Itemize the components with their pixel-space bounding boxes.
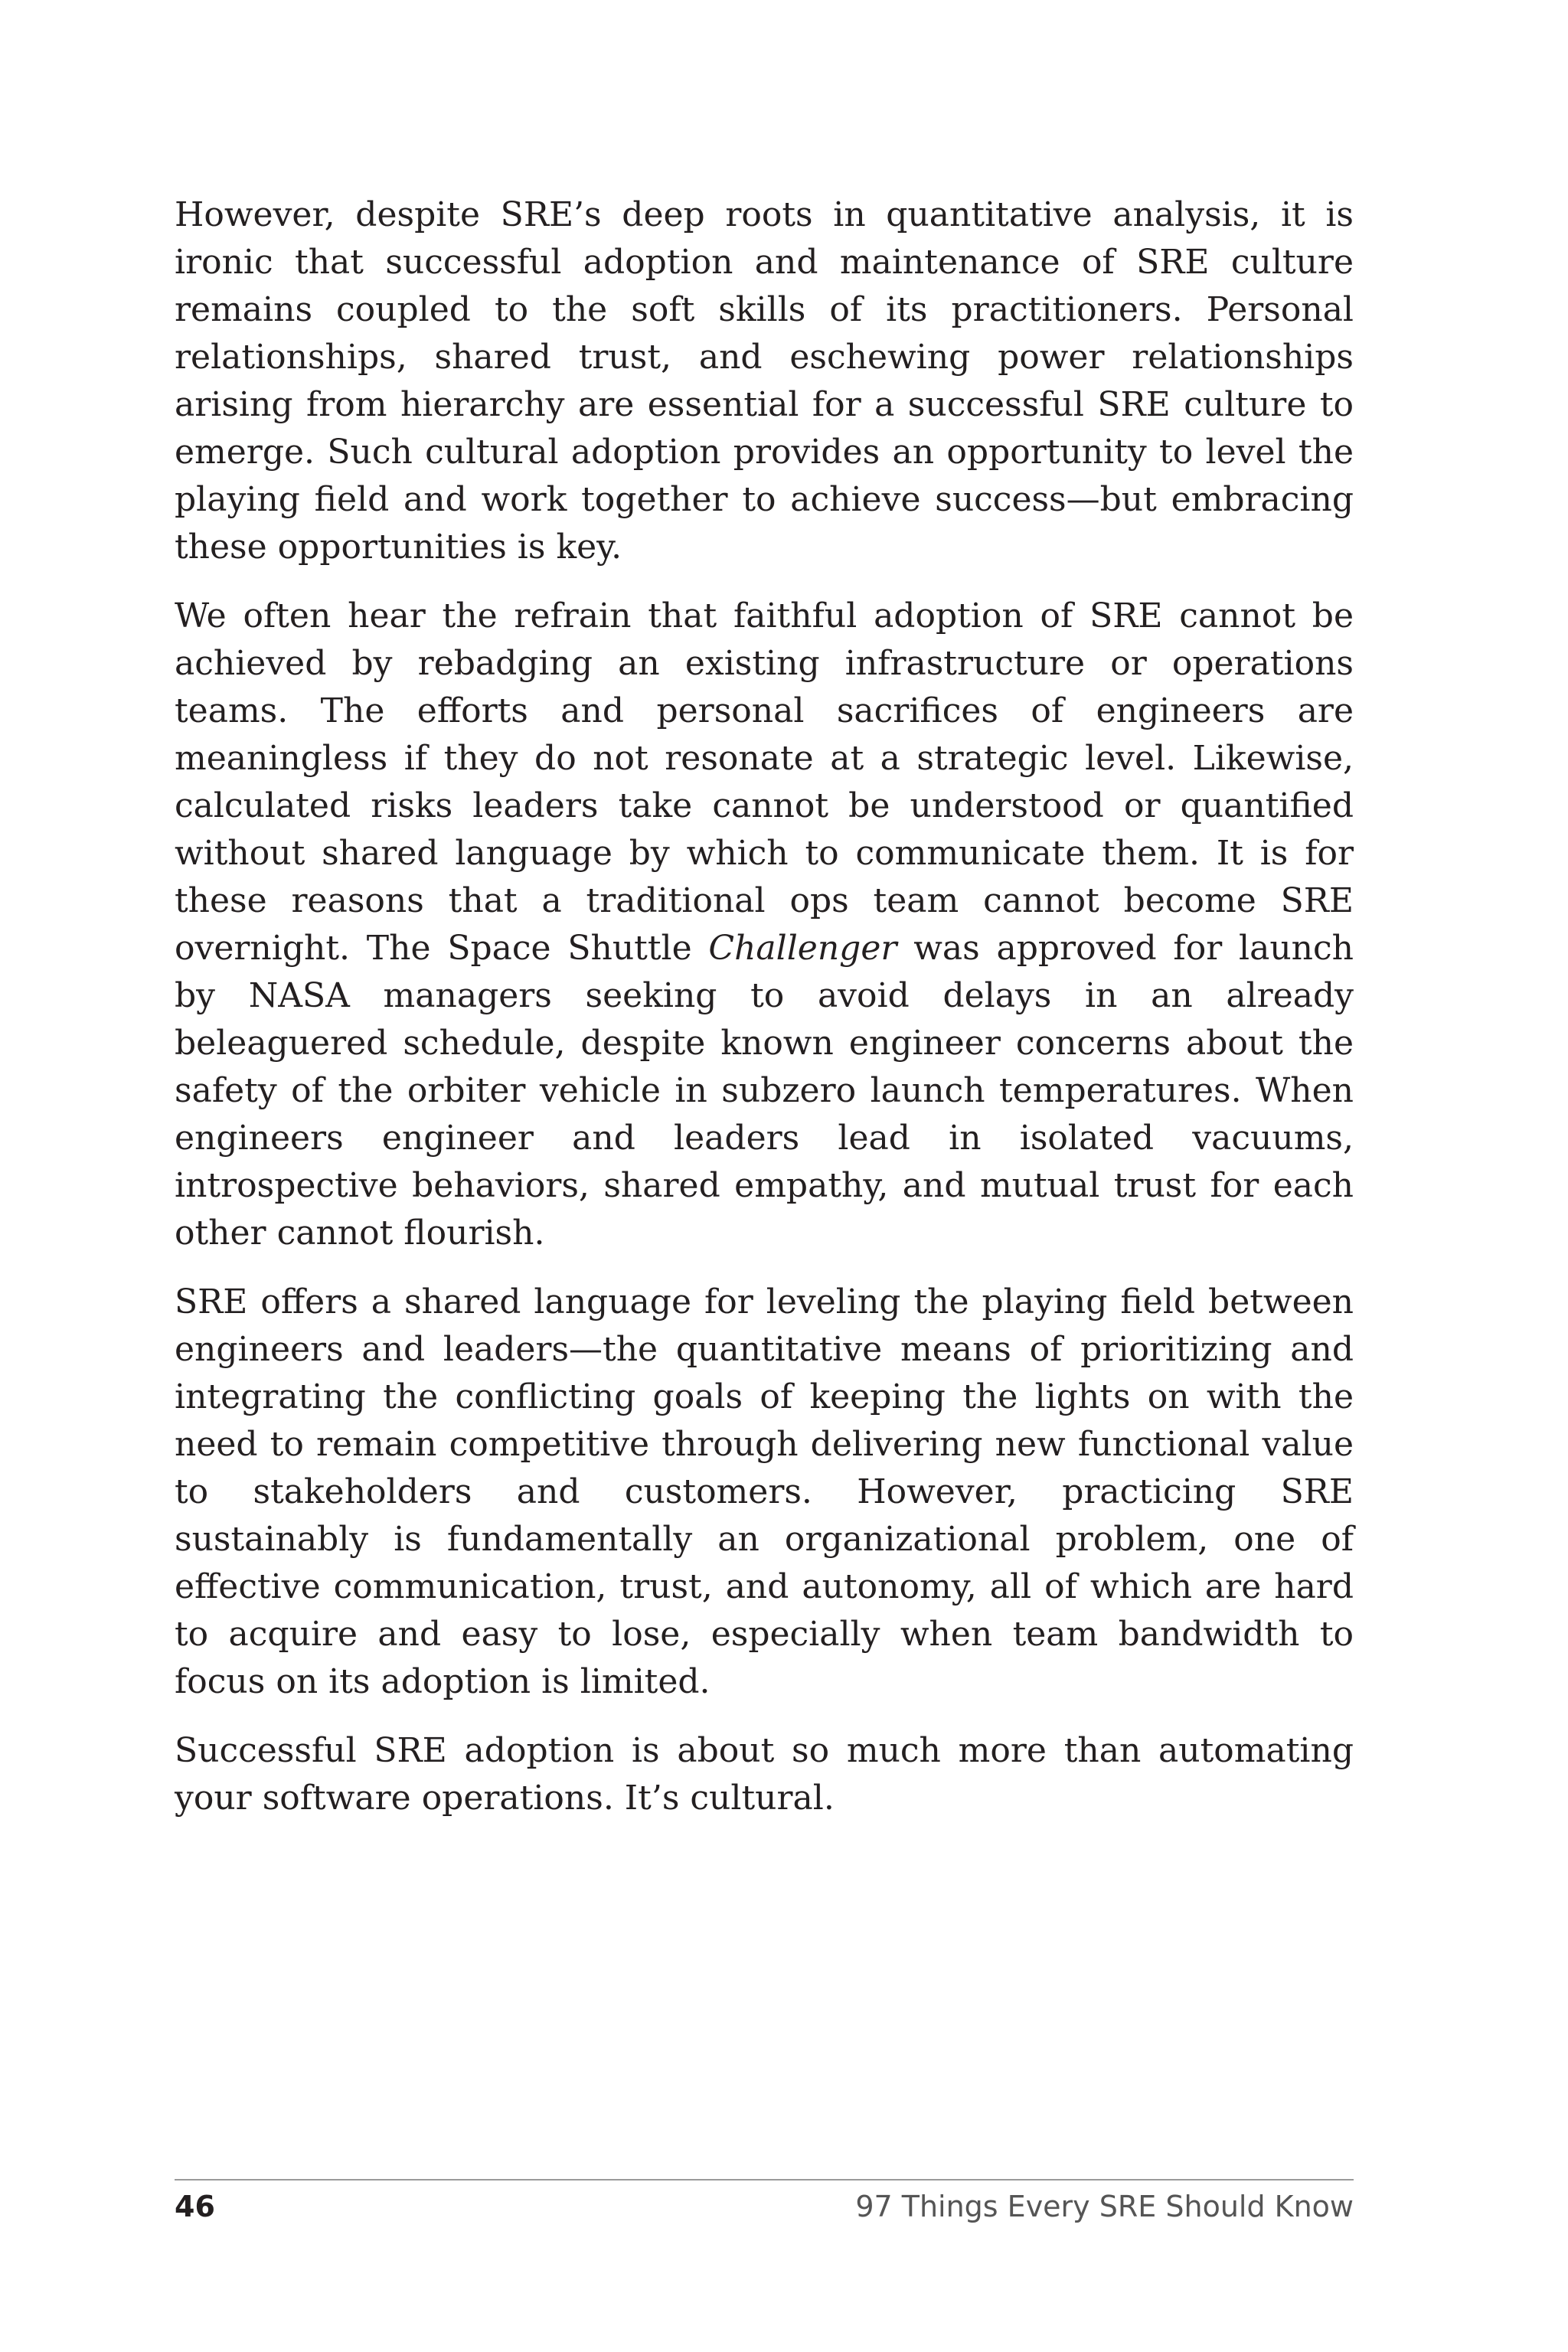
body-text xyxy=(175,191,1354,1844)
paragraph-2-text-after: was approved for launch by NASA managers seeking to avoid delays in an already beleaguered schedule, despite known engineer concerns about the safety of the orbiter vehicle in subzero launch temperatures. When engineers engineer and leaders lead in isolated vacuums, introspective behaviors, shared empathy, and mutual trust for each other cannot flourish. xyxy=(175,929,1354,1253)
paragraph-2 xyxy=(175,593,1354,1257)
paragraph-2-text-before: We often hear the refrain that faithful adoption of SRE cannot be achieved by rebadging an existing infrastructure or operations teams. The efforts and personal sacrifices of engineers are meaningless if they do not resonate at a strategic level. Likewise, calculated risks leaders take cannot be understood or quantified without shared language by which to communicate them. It is for these reasons that a traditional ops team cannot become SRE overnight. The Space Shuttle xyxy=(175,596,1354,968)
page-number: 46 xyxy=(175,2190,215,2223)
running-title: 97 Things Every SRE Should Know xyxy=(855,2190,1354,2223)
paragraph-1: However, despite SRE’s deep roots in quantitative analysis, it is ironic that successful adoption and maintenance of SRE culture remains coupled to the soft skills of its practitioners. Personal relationships, shared trust, and eschewing power relationships arising from hierarchy are essential for a successful SRE culture to emerge. Such cultural adoption provides an opportunity to level the playing field and work together to achieve success—but embracing these opportunities is key. xyxy=(175,195,1354,567)
footer-rule xyxy=(175,2179,1354,2180)
paragraph-4: Successful SRE adoption is about so much more than automating your software operations. It’s cultural. xyxy=(175,1731,1354,1818)
paragraph-2-emphasis: Challenger xyxy=(708,929,897,968)
paragraph-3: SRE offers a shared language for leveling the playing field between engineers and leaders—the quantitative means of prioritizing and integrating the conflicting goals of keeping the lights on with the need to remain competitive through delivering new functional value to stakeholders and customers. However, practicing SRE sustainably is fundamentally an organizational problem, one of effective communication, trust, and autonomy, all of which are hard to acquire and easy to lose, especially when team bandwidth to focus on its adoption is limited. xyxy=(175,1282,1354,1701)
